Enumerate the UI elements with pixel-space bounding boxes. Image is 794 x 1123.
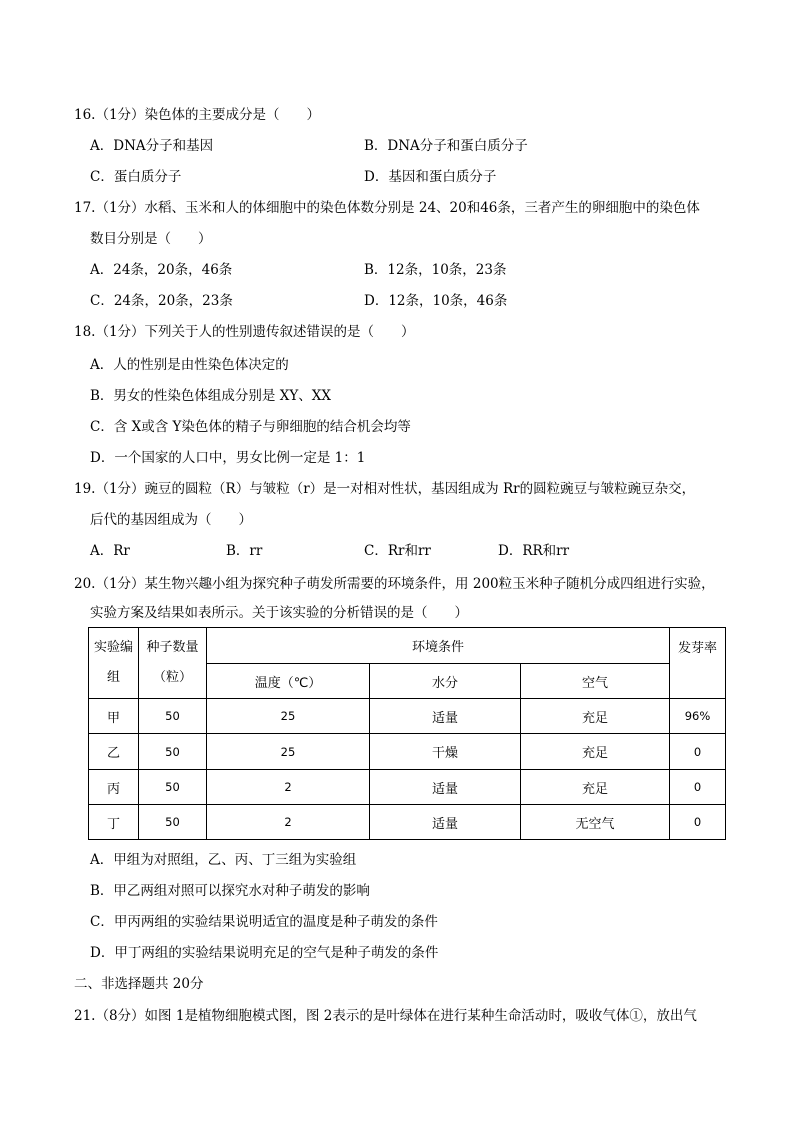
q16-option-a: A．DNA分子和基因 bbox=[90, 138, 214, 154]
q16-option-d: D．基因和蛋白质分子 bbox=[364, 169, 497, 185]
header-group: 实验编组 bbox=[89, 628, 139, 699]
q18-option-b: B．男女的性染色体组成分别是 XY、XX bbox=[90, 388, 331, 404]
table-row bbox=[89, 734, 726, 770]
cell-seeds: 50 bbox=[139, 734, 207, 770]
cell-rate: 0 bbox=[670, 805, 726, 840]
cell-water: 适量 bbox=[370, 699, 521, 734]
cell-air: 无空气 bbox=[521, 805, 670, 840]
q20-option-b: B．甲乙两组对照可以探究水对种子萌发的影响 bbox=[90, 883, 370, 899]
cell-air: 充足 bbox=[521, 699, 670, 734]
q20-stem-line1: 20.（1分）某生物兴趣小组为探究种子萌发所需要的环境条件，用 200粒玉米种子随机分成四组进行实验， bbox=[74, 576, 715, 592]
header-water: 水分 bbox=[370, 664, 521, 699]
q21-stem-line1: 21.（8分）如图 1是植物细胞模式图，图 2表示的是叶绿体在进行某种生命活动时，吸收气体①，放出气 bbox=[74, 1008, 697, 1024]
q18-option-a: A．人的性别是由性染色体决定的 bbox=[90, 357, 289, 373]
table-row bbox=[89, 805, 726, 840]
cell-water: 干燥 bbox=[370, 734, 521, 770]
q19-option-c: C．Rr和rr bbox=[364, 543, 431, 559]
experiment-table bbox=[88, 627, 726, 840]
cell-group: 丙 bbox=[89, 770, 139, 805]
q19-option-b: B．rr bbox=[226, 543, 263, 559]
cell-temp: 2 bbox=[207, 770, 370, 805]
q16-option-c: C．蛋白质分子 bbox=[90, 169, 182, 185]
cell-seeds: 50 bbox=[139, 699, 207, 734]
q19-option-a: A．Rr bbox=[90, 543, 130, 559]
cell-rate: 0 bbox=[670, 734, 726, 770]
q16-stem: 16.（1分）染色体的主要成分是（ ） bbox=[74, 107, 321, 123]
q19-option-d: D．RR和rr bbox=[498, 543, 570, 559]
q16-option-b: B．DNA分子和蛋白质分子 bbox=[364, 138, 528, 154]
q18-option-d: D．一个国家的人口中，男女比例一定是 1：1 bbox=[90, 450, 366, 466]
header-seed-count: 种子数量（粒） bbox=[139, 628, 207, 699]
q18-option-c: C．含 X或含 Y染色体的精子与卵细胞的结合机会均等 bbox=[90, 419, 411, 435]
q19-stem-line1: 19.（1分）豌豆的圆粒（R）与皱粒（r）是一对相对性状，基因组成为 Rr的圆粒豌豆与皱粒豌豆杂交， bbox=[74, 481, 696, 497]
cell-seeds: 50 bbox=[139, 805, 207, 840]
header-temperature: 温度（℃） bbox=[207, 664, 370, 699]
q20-option-d: D．甲丁两组的实验结果说明充足的空气是种子萌发的条件 bbox=[90, 945, 439, 961]
cell-rate: 0 bbox=[670, 770, 726, 805]
table-row bbox=[89, 699, 726, 734]
cell-group: 丁 bbox=[89, 805, 139, 840]
q18-stem: 18.（1分）下列关于人的性别遗传叙述错误的是（ ） bbox=[74, 324, 415, 340]
cell-temp: 25 bbox=[207, 699, 370, 734]
q20-stem-line2: 实验方案及结果如表所示。关于该实验的分析错误的是（ ） bbox=[90, 605, 468, 621]
q20-option-c: C．甲丙两组的实验结果说明适宜的温度是种子萌发的条件 bbox=[90, 914, 438, 930]
header-environment: 环境条件 bbox=[207, 628, 670, 664]
cell-water: 适量 bbox=[370, 805, 521, 840]
cell-group: 甲 bbox=[89, 699, 139, 734]
cell-temp: 25 bbox=[207, 734, 370, 770]
section-heading: 二、非选择题共 20分 bbox=[74, 976, 204, 992]
cell-rate: 96% bbox=[670, 699, 726, 734]
q20-option-a: A．甲组为对照组，乙、丙、丁三组为实验组 bbox=[90, 852, 357, 868]
header-air: 空气 bbox=[521, 664, 670, 699]
table-row bbox=[89, 770, 726, 805]
q19-stem-line2: 后代的基因组成为（ ） bbox=[90, 512, 252, 528]
q17-stem-line1: 17.（1分）水稻、玉米和人的体细胞中的染色体数分别是 24、20和46条，三者产生的卵细胞中的染色体 bbox=[74, 200, 700, 216]
cell-group: 乙 bbox=[89, 734, 139, 770]
header-germination-rate: 发芽率 bbox=[670, 628, 726, 699]
cell-temp: 2 bbox=[207, 805, 370, 840]
cell-seeds: 50 bbox=[139, 770, 207, 805]
q17-stem-line2: 数目分别是（ ） bbox=[90, 231, 212, 247]
cell-air: 充足 bbox=[521, 734, 670, 770]
q17-option-a: A．24条，20条，46条 bbox=[90, 262, 233, 278]
cell-water: 适量 bbox=[370, 770, 521, 805]
q17-option-d: D．12条，10条，46条 bbox=[364, 293, 508, 309]
cell-air: 充足 bbox=[521, 770, 670, 805]
q17-option-c: C．24条，20条，23条 bbox=[90, 293, 233, 309]
q17-option-b: B．12条，10条，23条 bbox=[364, 262, 507, 278]
